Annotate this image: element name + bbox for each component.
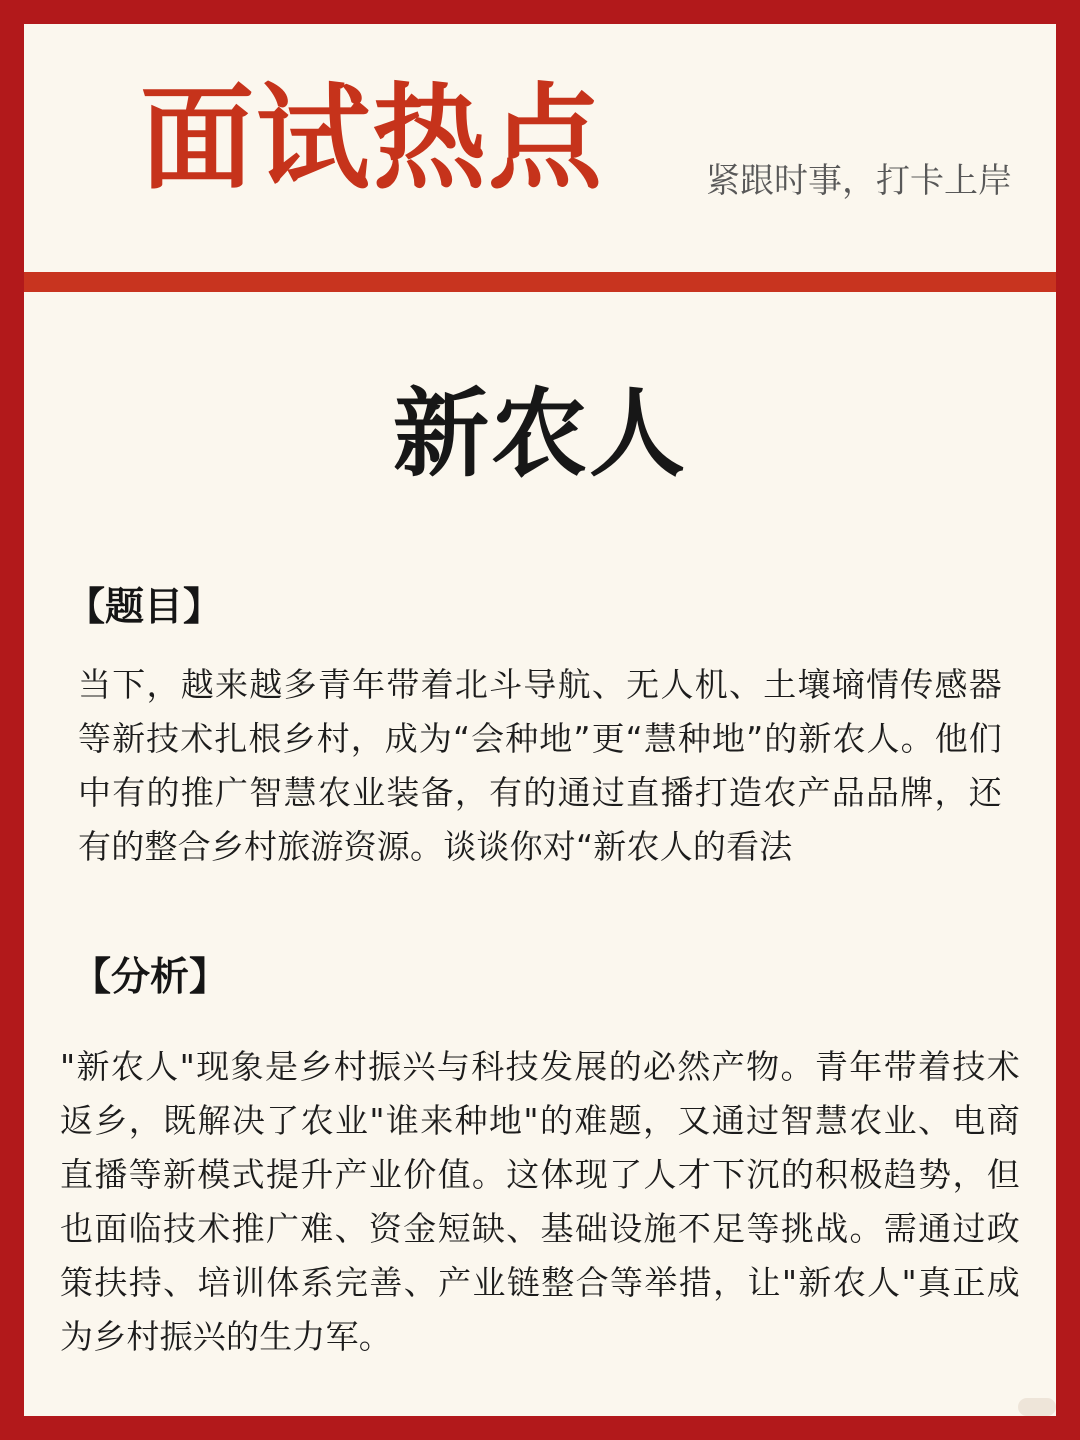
article-title: 新农人 [393, 377, 687, 490]
header [24, 24, 1056, 268]
analysis-text: "新农人"现象是乡村振兴与科技发展的必然产物。青年带着技术返乡，既解决了农业"谁来种地"的难题，又通过智慧农业、电商直播等新模式提升产业价值。这体现了人才下沉的积极趋势，但也面临技术推广难、资金短缺、基础设施不足等挑战。需通过政策扶持、培训体系完善、产业链整合等举措，让"新农人"真正成为乡村振兴的生力军。 [60, 1047, 1020, 1356]
tagline: 紧跟时事，打卡上岸 [706, 161, 1012, 201]
topic-text: 当下，越来越多青年带着北斗导航、无人机、土壤墒情传感器等新技术扎根乡村，成为“会种地”更“慧种地”的新农人。他们中有的推广智慧农业装备，有的通过直播打造农产品品牌，还有的整合乡村旅游资源。谈谈你对“新农人的看法 [78, 665, 1002, 866]
corner-watermark [1018, 1398, 1056, 1416]
analysis-label: 【分析】 [72, 955, 229, 1000]
header-divider [0, 272, 1080, 292]
brand-title: 面试热点 [140, 72, 605, 205]
topic-label: 【题目】 [66, 585, 223, 630]
